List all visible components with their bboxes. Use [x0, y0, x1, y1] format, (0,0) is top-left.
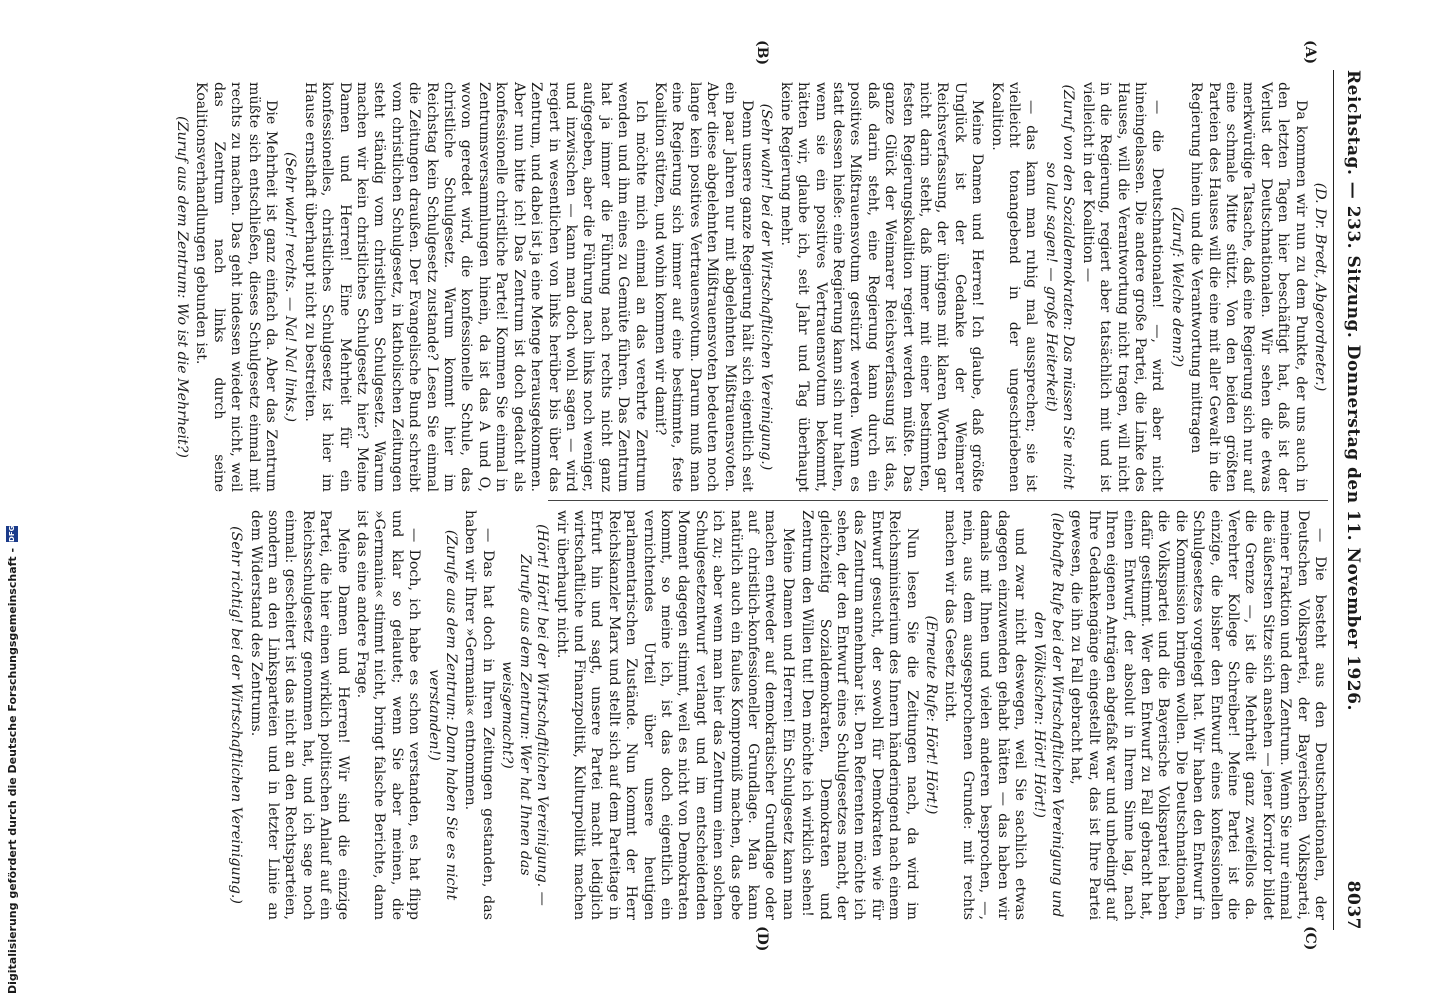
footer [2, 14, 22, 994]
paragraph: Meine Damen und Herren! Ich glaube, daß größte Unglück ist der Gedanke der Weimarer Reichsverfassung, der übrigens mit klaren Worten gar nicht darin steht, daß immer mit einer bestimmten, festen Regierungskoalition regiert werden müßte. Das ganze Glück der Weimarer Reichsverfassung ist das, daß darin steht, eine Regierung kann durch ein positives Mißtrauensvotum gestürzt werden. Wenn es statt dessen hieße: eine Regierung kann sich nur halten, wenn sie ein positives Vertrauensvotum bekommt, hätten wir, glaube ich, seit Jahr und Tag überhaupt keine Regierung mehr. [777, 82, 986, 492]
margin-marker-c: (C) [1302, 926, 1318, 951]
paragraph: (Hört! Hört! bei der Wirtschaftlichen Vereinigung. — Zurufe aus dem Zentrum: Wer hat Ihnen das weisgemacht?) [499, 524, 551, 906]
paragraph: (Erneute Rufe: Hört! Hört!) [923, 615, 940, 815]
paragraph: — das kann man ruhig mal aussprechen; sie ist vielleicht tonangebend in der ungeschriebenen Koalition. [988, 82, 1040, 492]
paragraph: Nun lesen Sie die Zeitungen nach, da wird im Reichsministerium des Innern händeringend nach einem Entwurf gesucht, der sowohl für Demokraten wie für das Zentrum annehmbar ist. Den Referenten möchte ich sehen, der den Entwurf eines Schulgesetzes macht, der gleichzeitig Sozialdemokraten, Demokraten und Zentrum den Willen tut! Den möchte ich wirklich sehen! [799, 510, 920, 920]
paragraph: und zwar nicht deswegen, weil Sie sachlich etwas dagegen einzuwenden gehabt hätten — das haben wir damals mit Ihnen und vielen anderen besprochen, —, nein, aus dem ausgesprochenen Grunde: mit rechts machen wir das Gesetz nicht. [942, 510, 1029, 920]
paragraph: Denn unsere ganze Regierung hält sich eigentlich seit ein paar Jahren nur mit abgelehnten Mißtrauensvoten. Aber diese abgelehnten Mißtrauensvoten bedeuten noch lange kein positives Vertrauensvotum. Darum muß man eine Regierung sich immer auf eine bestimmte, feste Koalition stützen, und wohin kommen wir damit? [651, 82, 755, 492]
page-header [1336, 70, 1370, 930]
margin-marker-d: (D) [754, 926, 770, 952]
paragraph: Meine Damen und Herren! Ein Schulgesetz kann man machen entweder auf demokratischer Grundlage oder auf christlich-konfessioneller Grundlage. Man kann natürlich auch ein faules Kompromiß machen, das gebe ich zu; aber wenn man hier das Zentrum einen solchen Schulgesetzentwurf verlangt und im entscheidenden Moment dagegen stimmt, weil es nicht von Demokraten kommt, so meine ich, ist das doch eigentlich ein vernichtendes Urteil über unsere heutigen parlamentarischen Zustände. Nun kommt der Herr Reichskanzler Marx und stellt sich auf dem Parteitage in Erfurt hin und sagt, unsere Partei macht lediglich wirtschaftliche und Finanzpolitik, Kulturpolitik machen wir überhaupt nicht. [553, 510, 796, 920]
paragraph: Da kommen wir nun zu dem Punkte, der uns auch in den letzten Tagen hier beschäftigt hat, daß ist der Verlust der Deutschnationalen. Wir sehen die etwas merkwürdige Tatsache, daß eine Regierung sich nur auf eine schmale Mitte stützt. Von den beiden größten Parteien des Hauses will die eine mit aller Gewalt in die Regierung hinein und die Verantwortung mittragen [1188, 82, 1309, 492]
paragraph: (Sehr richtig! bei der Wirtschaftlichen Vereinigung.) [228, 526, 245, 904]
paragraph: Die Mehrheit ist ganz einfach da. Aber das Zentrum müßte sich entschließen, dieses Schulgesetz einmal mit rechts zu machen. Das geht indessen wieder nicht, weil das Zentrum nach links durch seine Koalitionsverhandlungen gebunden ist. [193, 82, 280, 492]
paragraph: — Die besteht aus den Deutschnationalen, der Deutschen Volkspartei, der Bayerischen Volkspartei, meiner Fraktion und dem Zentrum. Wenn Sie nur einmal die äußersten Sitze sich ansehen — jener Korridor bildet die Grenze —, ist die Mehrheit ganz zweifellos da. Verehrter Kollege Schreiber! Meine Partei ist die einzige, die bisher den Entwurf eines konfessionellen Schulgesetzes vorgelegt hat. Wir haben den Entwurf in die Kommission bringen wollen. Die Deutschnationalen, die Volkspartei und die Bayerische Volkspartei haben dafür gestimmt. Wer den Entwurf zu Fall gebracht hat, einen Entwurf, der absolut in Ihrem Sinne lag, nach Ihren eigenen Anträgen abgefaßt war und unbedingt auf Ihre Gedankengänge eingestellt war, das ist Ihre Partei gewesen, die ihn zu Fall gebracht hat, [1068, 510, 1328, 920]
margin-marker-b: (B) [754, 40, 770, 66]
paragraph: — Doch, ich habe es schon verstanden, es hat flipp und klar so gelautet; wenn Sie aber meinen, die »Germania« stimmt nicht, bringt falsche Berichte, dann ist das eine andere Frage. [354, 510, 423, 920]
paragraph: (Zuruf von den Sozialdemokraten: Das müssen Sie nicht so laut sagen! — große Heiterkeit) [1042, 84, 1077, 490]
left-column [171, 82, 1328, 492]
dfg-logo: DFG [8, 525, 16, 542]
page-number: 8037 [1343, 880, 1363, 930]
paragraph: (Zuruf aus dem Zentrum: Wo ist die Mehrheit?) [174, 116, 190, 458]
paragraph: (Zuruf: Welche denn?) [1168, 206, 1185, 368]
footer-strip [2, 14, 22, 994]
funding-note: Digitalisierung gefördert durch die Deutsche Forschungsgemeinschaft - [5, 547, 19, 994]
paragraph: Ich möchte mich einmal an das verehrte Zentrum wenden und ihm eines zu Gemüte führen. Das Zentrum hat ja immer die Führung nach rechts nicht ganz aufgegeben, aber die Führung nach links noch weniger, und inzwischen — kann man doch wohl sagen — wird regiert in wesentlichen von links herüber bis über das Zentrum, und dabei ist ja eine Menge herausgekommen. Aber nun bitte ich! Das Zentrum ist doch gedacht als konfessionelle christliche Partei! Kommen Sie einmal in Zentrumsversammlungen hinein, da ist das A und O, wovon geredet wird, die konfessionelle Schule, das christliche Schulgesetz. Warum kommt hier im Reichstag kein Schulgesetz zustande? Lesen Sie einmal die Zeitungen draußen. Der Evangelische Bund schreibt vom christlichen Schulgesetz, in katholischen Zeitungen steht ständig vom christlichen Schulgesetz. Warum machen wir kein christliches Schulgesetz hier? Meine Damen und Herren! Eine Mehrheit für ein konfessionelles, christliches Schulgesetz ist hier im Hause ernsthaft überhaupt nicht zu bestreiten. [301, 82, 649, 492]
right-column [225, 510, 1328, 920]
paragraph: Meine Damen und Herren! Wir sind die einzige Partei, die hier einen wirklich politischen Anlauf auf ein Reichsschulgesetz genommen hat, und ich sage noch einmal: gescheitert ist das nicht an den Rechtsparteien, sondern an den Linksparteien und in letzter Linie an dem Widerstand des Zentrums. [247, 510, 351, 920]
paragraph: (Sehr wahr! bei der Wirtschaftlichen Vereinigung.) [758, 103, 775, 471]
paragraph: — die Deutschnationalen! —, wird aber nicht hineingelassen. Die andere große Partei, die Linke des Hauses, will die Verantwortung nicht tragen, will nicht in die Regierung, regiert aber tatsächlich mit und ist vielleicht in der Koalition — [1079, 82, 1166, 492]
header-rule [1333, 70, 1334, 930]
paragraph: — Das hat doch in Ihren Zeitungen gestanden, das haben wir Ihrer »Germania« entnommen. [462, 510, 496, 920]
header-title: Reichstag. — 233. Sitzung. Donnerstag den 11. November 1926. [1343, 70, 1363, 711]
paragraph: (Zurufe aus dem Zentrum: Dann haben Sie es nicht verstanden!) [425, 529, 460, 901]
margin-marker-a: (A) [1302, 40, 1318, 65]
rotated-content [120, 40, 1370, 952]
paragraph: (Sehr wahr! rechts. — Na! Na! links.) [282, 151, 299, 423]
column-divider [548, 500, 1328, 501]
paragraph: (D. Dr. Bredt, Abgeordneter.) [1312, 182, 1328, 392]
paragraph: (lebhafte Rufe bei der Wirtschaftlichen Vereinigung und den Völkischen: Hört! Hört!) [1031, 512, 1065, 918]
